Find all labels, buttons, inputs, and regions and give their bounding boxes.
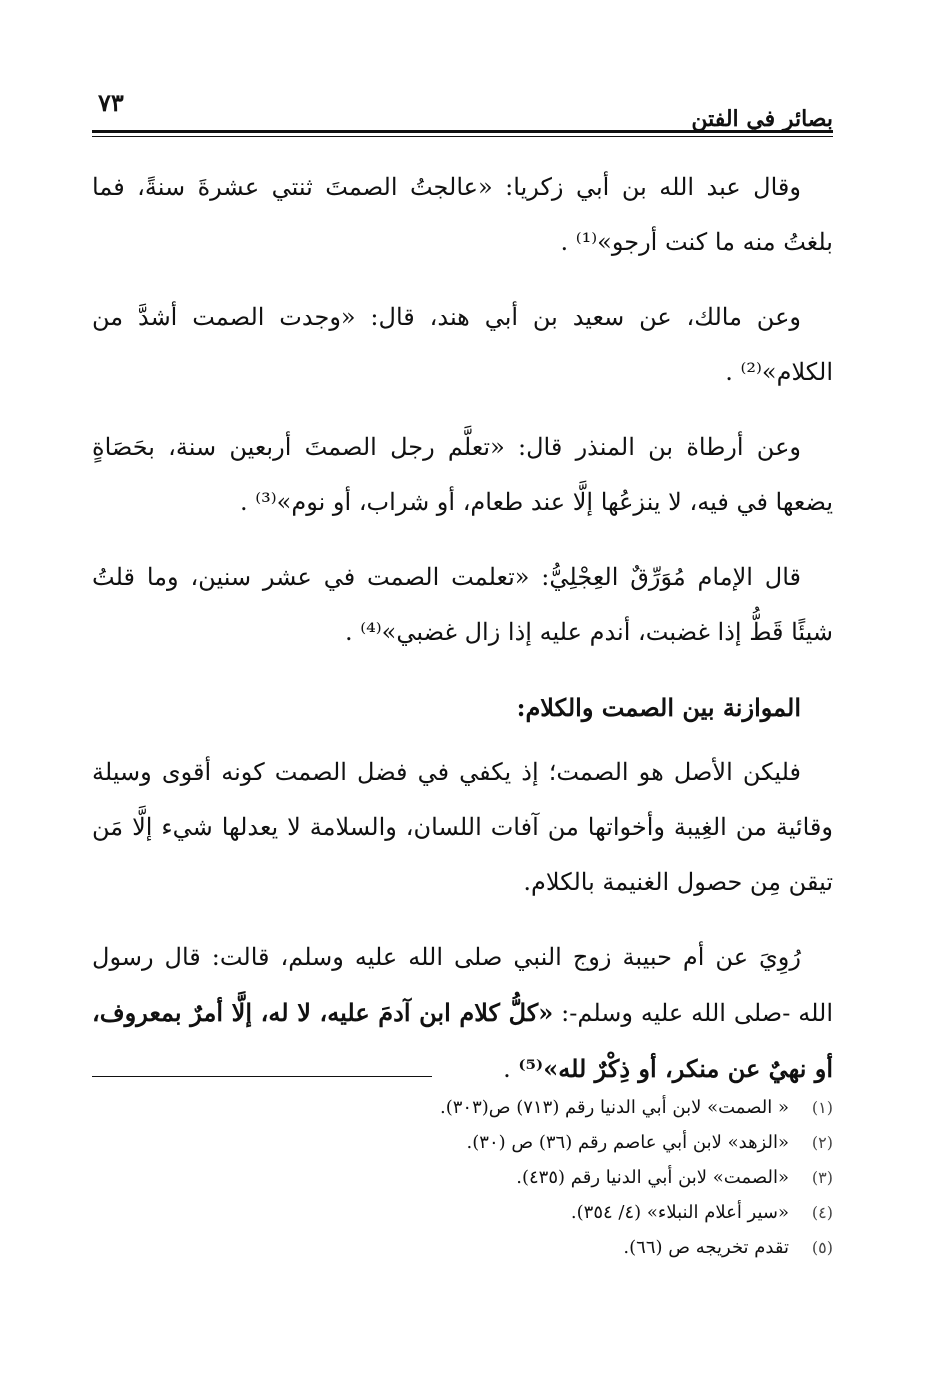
footnote-item — [92, 1125, 833, 1160]
main-text — [92, 160, 833, 1117]
footnote-number: (٣) — [811, 1168, 833, 1187]
footnote-item — [92, 1195, 833, 1230]
section-heading: الموازنة بين الصمت والكلام: — [516, 693, 801, 722]
hadith-intro: رُوِيَ عن أم حبيبة زوج النبي صلى الله عليه وسلم، قالت: قال رسول الله -صلى الله عليه وسلم-: — [92, 943, 834, 1027]
footnote-number: (٢) — [811, 1133, 833, 1152]
hadith-paragraph — [92, 930, 833, 1097]
header-rule — [92, 130, 833, 133]
running-title: بصائر في الفتن — [691, 106, 833, 132]
footnote-text: «الزهد» لابن أبي عاصم رقم (٣٦) ص (٣٠). — [466, 1132, 789, 1153]
section-paragraph: فليكن الأصل هو الصمت؛ إذ يكفي في فضل الصمت كونه أقوى وسيلة وقائية من الغِيبة وأخواتها من آفات اللسان، والسلامة لا يعدلها شيء إلَّا مَن تيقن مِن حصول الغنيمة بالكلام. — [92, 758, 833, 896]
footnote-number: (١) — [811, 1098, 833, 1117]
hadith-quote: «كلُّ كلام ابن آدمَ عليه، لا له، إلَّا أمرٌ بمعروف، أو نهيٌ عن منكر، أو ذِكْرٌ لله»⁽⁵⁾ — [92, 998, 833, 1083]
header-rule-thin — [92, 136, 833, 137]
footnotes — [92, 1090, 833, 1265]
footnote-text: « الصمت» لابن أبي الدنيا رقم (٧١٣) ص(٣٠٣). — [440, 1097, 789, 1118]
footnote-text: «سير أعلام النبلاء» (٤/ ٣٥٤). — [570, 1202, 789, 1223]
paragraph-artat: وعن أرطاة بن المنذر قال: «تعلَّم رجل الصمتَ أربعين سنة، بحَصَاةٍ يضعها في فيه، لا ينزعُها إلَّا عند طعام، أو شراب، أو نوم»⁽³⁾ . — [92, 433, 833, 516]
page-number: ٧٣ — [98, 88, 124, 117]
footnote-number: (٥) — [811, 1238, 833, 1257]
paragraph-muwarriq: قال الإمام مُوَرِّقٌ العِجْلِيُّ: «تعلمت الصمت في عشر سنين، وما قلتُ شيئًا قَطُّ إذا غضبت، أندم عليه إذا زال غضبي»⁽⁴⁾ . — [92, 563, 833, 646]
footnote-number: (٤) — [811, 1203, 833, 1222]
hadith-end: . — [503, 1055, 519, 1083]
page-header — [92, 78, 833, 138]
footnote-item — [92, 1160, 833, 1195]
footnote-item — [92, 1230, 833, 1265]
footnote-separator — [92, 1076, 432, 1077]
paragraph-malik: وعن مالك، عن سعيد بن أبي هند، قال: «وجدت الصمت أشدَّ من الكلام»⁽²⁾ . — [92, 303, 833, 386]
footnote-text: تقدم تخريجه ص (٦٦). — [623, 1237, 789, 1258]
paragraph-abdullah: وقال عبد الله بن أبي زكريا: «عالجتُ الصمتَ ثنتي عشرةَ سنةً، فما بلغتُ منه ما كنت أرجو»⁽¹⁾ . — [92, 173, 833, 256]
footnote-text: «الصمت» لابن أبي الدنيا رقم (٤٣٥). — [516, 1167, 789, 1188]
footnote-item — [92, 1090, 833, 1125]
